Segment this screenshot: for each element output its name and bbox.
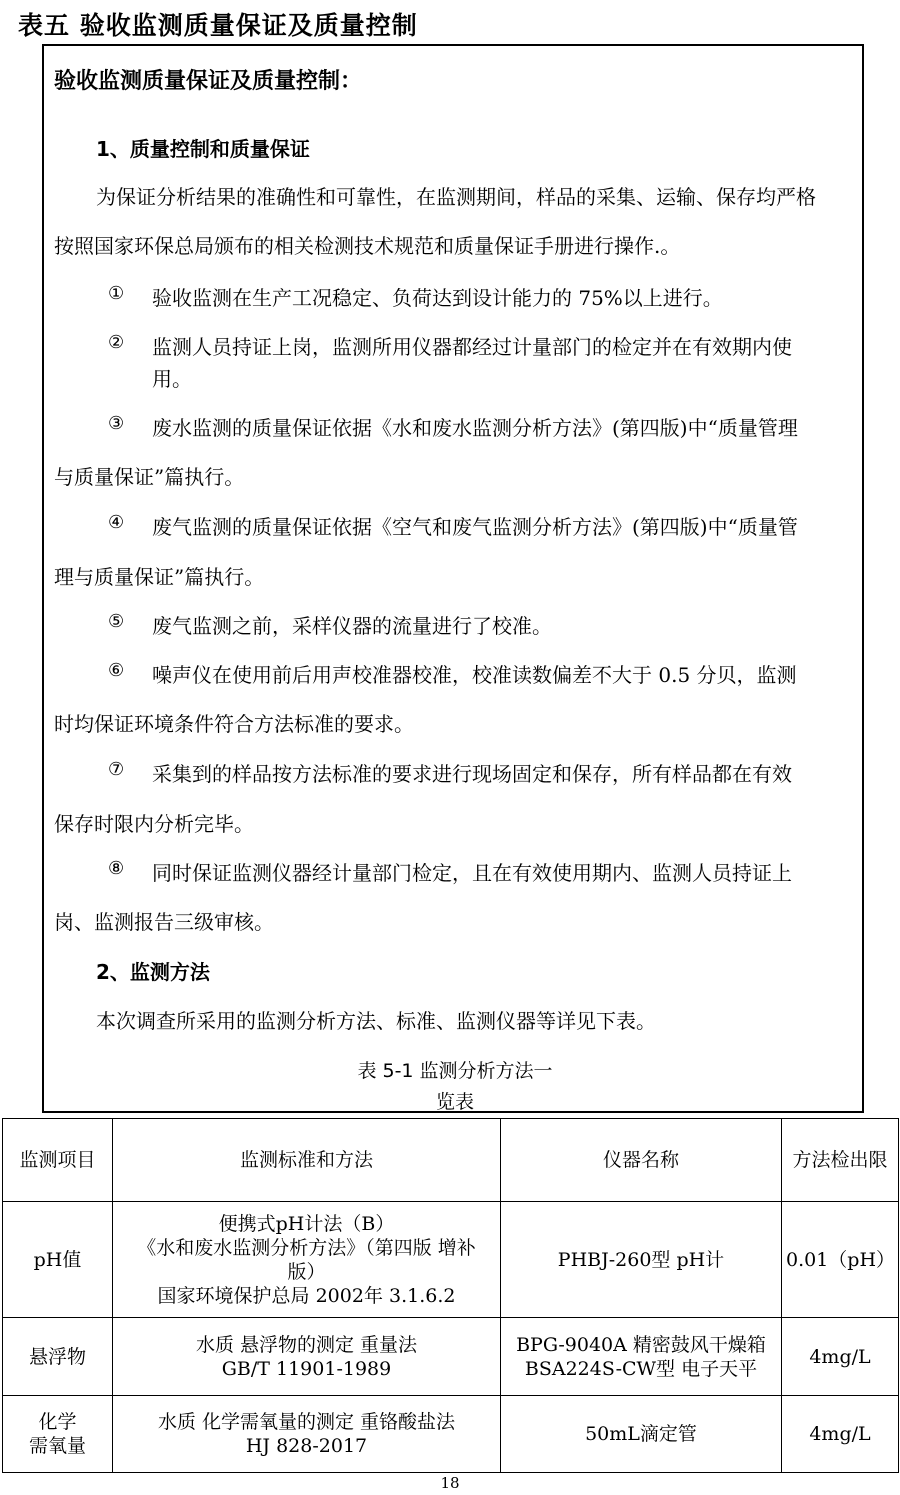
table-cell: [3, 1396, 113, 1473]
item-number: ②: [108, 332, 125, 353]
table-cell: [782, 1318, 899, 1396]
cell-text: BSA224S-CW型 电子天平: [524, 1357, 758, 1380]
table-cell: [3, 1318, 113, 1396]
table-cell: [113, 1396, 501, 1473]
cell-text: 悬浮物: [28, 1345, 86, 1368]
cell-text: 便携式pH计法（B）: [218, 1212, 395, 1235]
table-caption: 览表: [435, 1091, 474, 1113]
item-text: 与质量保证”篇执行。: [54, 465, 245, 489]
table-row: [3, 1202, 899, 1318]
cell-text: 0.01（pH）: [786, 1248, 896, 1271]
header-cell: 方法检出限: [782, 1119, 899, 1202]
box-title: 验收监测质量保证及质量控制：: [54, 69, 363, 94]
cell-text: GB/T 11901-1989: [221, 1357, 392, 1380]
table-caption: 表 5-1 监测分析方法一: [357, 1060, 553, 1082]
table-cell: [501, 1318, 782, 1396]
table-row: [3, 1396, 899, 1473]
item-number: ⑦: [108, 759, 125, 780]
item-text: 废气监测之前，采样仪器的流量进行了校准。: [152, 614, 552, 638]
section2-text: 本次调查所采用的监测分析方法、标准、监测仪器等详见下表。: [96, 1009, 656, 1033]
cell-text: 水质 化学需氧量的测定 重铬酸盐法: [157, 1411, 456, 1433]
item-text: 时均保证环境条件符合方法标准的要求。: [54, 712, 414, 736]
table-cell: [782, 1396, 899, 1473]
cell-text: 版）: [287, 1260, 326, 1283]
section2-title: 2、监测方法: [96, 960, 210, 984]
table-header-row: [3, 1119, 899, 1202]
item-number: ③: [108, 413, 125, 434]
cell-text: BPG-9040A 精密鼓风干燥箱: [516, 1333, 766, 1356]
item-text: 废气监测的质量保证依据《空气和废气监测分析方法》(第四版)中“质量管: [152, 515, 798, 539]
item-text: 废水监测的质量保证依据《水和废水监测分析方法》(第四版)中“质量管理: [152, 416, 798, 440]
item-number: ④: [108, 512, 125, 533]
table-cell: [113, 1202, 501, 1318]
cell-text: 需氧量: [28, 1435, 86, 1457]
table-cell: [3, 1202, 113, 1318]
item-text: 同时保证监测仪器经计量部门检定，且在有效使用期内、监测人员持证上: [152, 861, 792, 885]
page-number: 18: [440, 1474, 460, 1492]
methods-table: [2, 1118, 899, 1473]
item-number: ⑥: [108, 660, 125, 681]
header-cell: 监测项目: [3, 1119, 113, 1202]
table-cell: [501, 1396, 782, 1473]
cell-text: HJ 828-2017: [245, 1435, 368, 1457]
table-cell: [113, 1318, 501, 1396]
item-number: ①: [108, 283, 125, 304]
cell-text: 4mg/L: [809, 1345, 871, 1368]
section1-intro-line: 为保证分析结果的准确性和可靠性，在监测期间，样品的采集、运输、保存均严格: [96, 185, 816, 209]
header-cell: 监测标准和方法: [113, 1119, 501, 1202]
table-cell: [501, 1202, 782, 1318]
cell-text: PHBJ-260型 pH计: [557, 1248, 725, 1271]
section1-title: 1、质量控制和质量保证: [96, 137, 310, 161]
item-text: 监测人员持证上岗，监测所用仪器都经过计量部门的检定并在有效期内使: [152, 335, 792, 359]
page-heading: 表五 验收监测质量保证及质量控制: [18, 11, 418, 40]
item-text: 用。: [152, 367, 192, 391]
cell-text: 50mL滴定管: [585, 1423, 697, 1445]
item-number: ⑧: [108, 858, 125, 879]
item-text: 采集到的样品按方法标准的要求进行现场固定和保存，所有样品都在有效: [152, 762, 792, 786]
cell-text: pH值: [33, 1248, 82, 1271]
cell-text: 水质 悬浮物的测定 重量法: [195, 1333, 418, 1356]
table-row: [3, 1318, 899, 1396]
item-text: 保存时限内分析完毕。: [54, 812, 254, 836]
section1-intro-line: 按照国家环保总局颁布的相关检测技术规范和质量保证手册进行操作.。: [54, 234, 681, 258]
item-text: 理与质量保证”篇执行。: [54, 565, 265, 589]
cell-text: 化学: [38, 1411, 77, 1433]
table-cell: [782, 1202, 899, 1318]
cell-text: 4mg/L: [809, 1423, 871, 1445]
header-cell: 仪器名称: [501, 1119, 782, 1202]
item-number: ⑤: [108, 611, 125, 632]
cell-text: 国家环境保护总局 2002年 3.1.6.2: [157, 1284, 456, 1307]
cell-text: 《水和废水监测分析方法》（第四版 增补: [137, 1236, 476, 1259]
item-text: 验收监测在生产工况稳定、负荷达到设计能力的 75%以上进行。: [152, 286, 723, 310]
item-text: 噪声仪在使用前后用声校准器校准，校准读数偏差不大于 0.5 分贝，监测: [152, 663, 797, 687]
item-text: 岗、监测报告三级审核。: [54, 910, 274, 934]
